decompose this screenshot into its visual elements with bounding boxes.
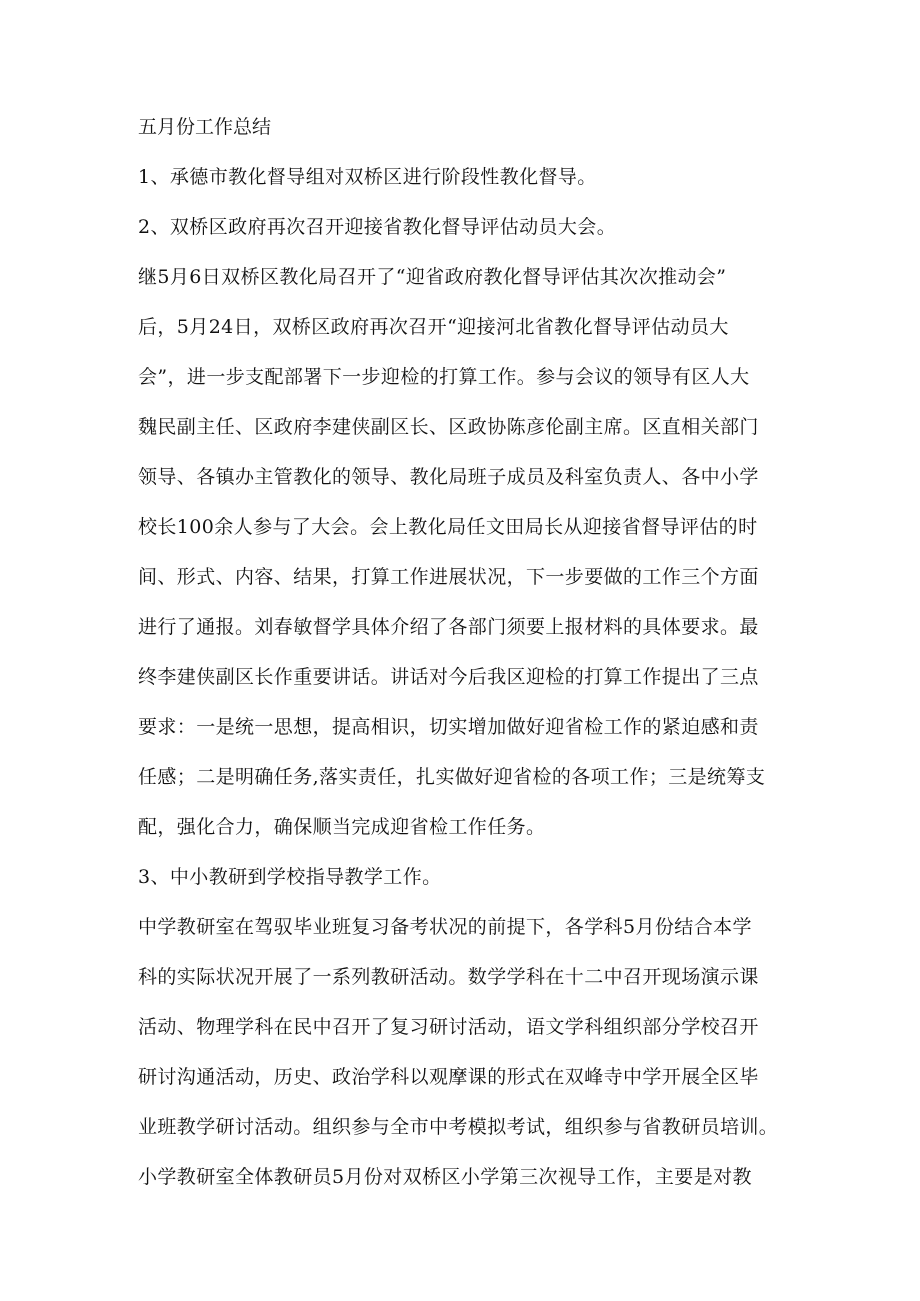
text-line: 小学教研室全体教研员5月份对双桥区小学第三次视导工作，主要是对教 — [138, 1166, 752, 1188]
document-title: 五月份工作总结 — [138, 116, 272, 138]
text-line: 领导、各镇办主管教化的领导、教化局班子成员及科室负责人、各中小学 — [138, 466, 759, 488]
text-line: 会”，进一步支配部署下一步迎检的打算工作。参与会议的领导有区人大 — [138, 366, 750, 388]
text-line: 任感；二是明确任务,落实责任，扎实做好迎省检的各项工作；三是统筹支 — [138, 766, 766, 788]
text-line: 活动、物理学科在民中召开了复习研讨活动，语文学科组织部分学校召开 — [138, 1016, 759, 1038]
text-line: 魏民副主任、区政府李建侠副区长、区政协陈彦伦副主席。区直相关部门 — [138, 416, 759, 438]
text-line: 间、形式、内容、结果，打算工作进展状况，下一步要做的工作三个方面 — [138, 566, 759, 588]
text-line: 校长100余人参与了大会。会上教化局任文田局长从迎接省督导评估的时 — [138, 516, 758, 538]
text-line: 要求：一是统一思想，提高相识，切实增加做好迎省检工作的紧迫感和责 — [138, 716, 759, 738]
text-line: 进行了通报。刘春敏督学具体介绍了各部门须要上报材料的具体要求。最 — [138, 616, 759, 638]
text-line: 2、双桥区政府再次召开迎接省教化督导评估动员大会。 — [138, 216, 617, 238]
text-line: 中学教研室在驾驭毕业班复习备考状况的前提下，各学科5月份结合本学 — [138, 916, 752, 938]
text-line: 3、中小教研到学校指导教学工作。 — [138, 866, 442, 888]
text-line: 科的实际状况开展了一系列教研活动。数学学科在十二中召开现场演示课 — [138, 966, 759, 988]
text-line: 后，5月24日，双桥区政府再次召开“迎接河北省教化督导评估动员大 — [138, 316, 729, 338]
text-line: 终李建侠副区长作重要讲话。讲话对今后我区迎检的打算工作提出了三点 — [138, 666, 759, 688]
text-line: 1、承德市教化督导组对双桥区进行阶段性教化督导。 — [138, 166, 597, 188]
document-body — [138, 115, 804, 1215]
text-line: 业班教学研讨活动。组织参与全市中考模拟考试，组织参与省教研员培训。 — [138, 1116, 779, 1138]
text-line: 继5月6日双桥区教化局召开了“迎省政府教化督导评估其次次推动会” — [138, 266, 727, 288]
text-line: 配，强化合力，确保顺当完成迎省检工作任务。 — [138, 816, 546, 838]
text-line: 研讨沟通活动，历史、政治学科以观摩课的形式在双峰寺中学开展全区毕 — [138, 1066, 759, 1088]
